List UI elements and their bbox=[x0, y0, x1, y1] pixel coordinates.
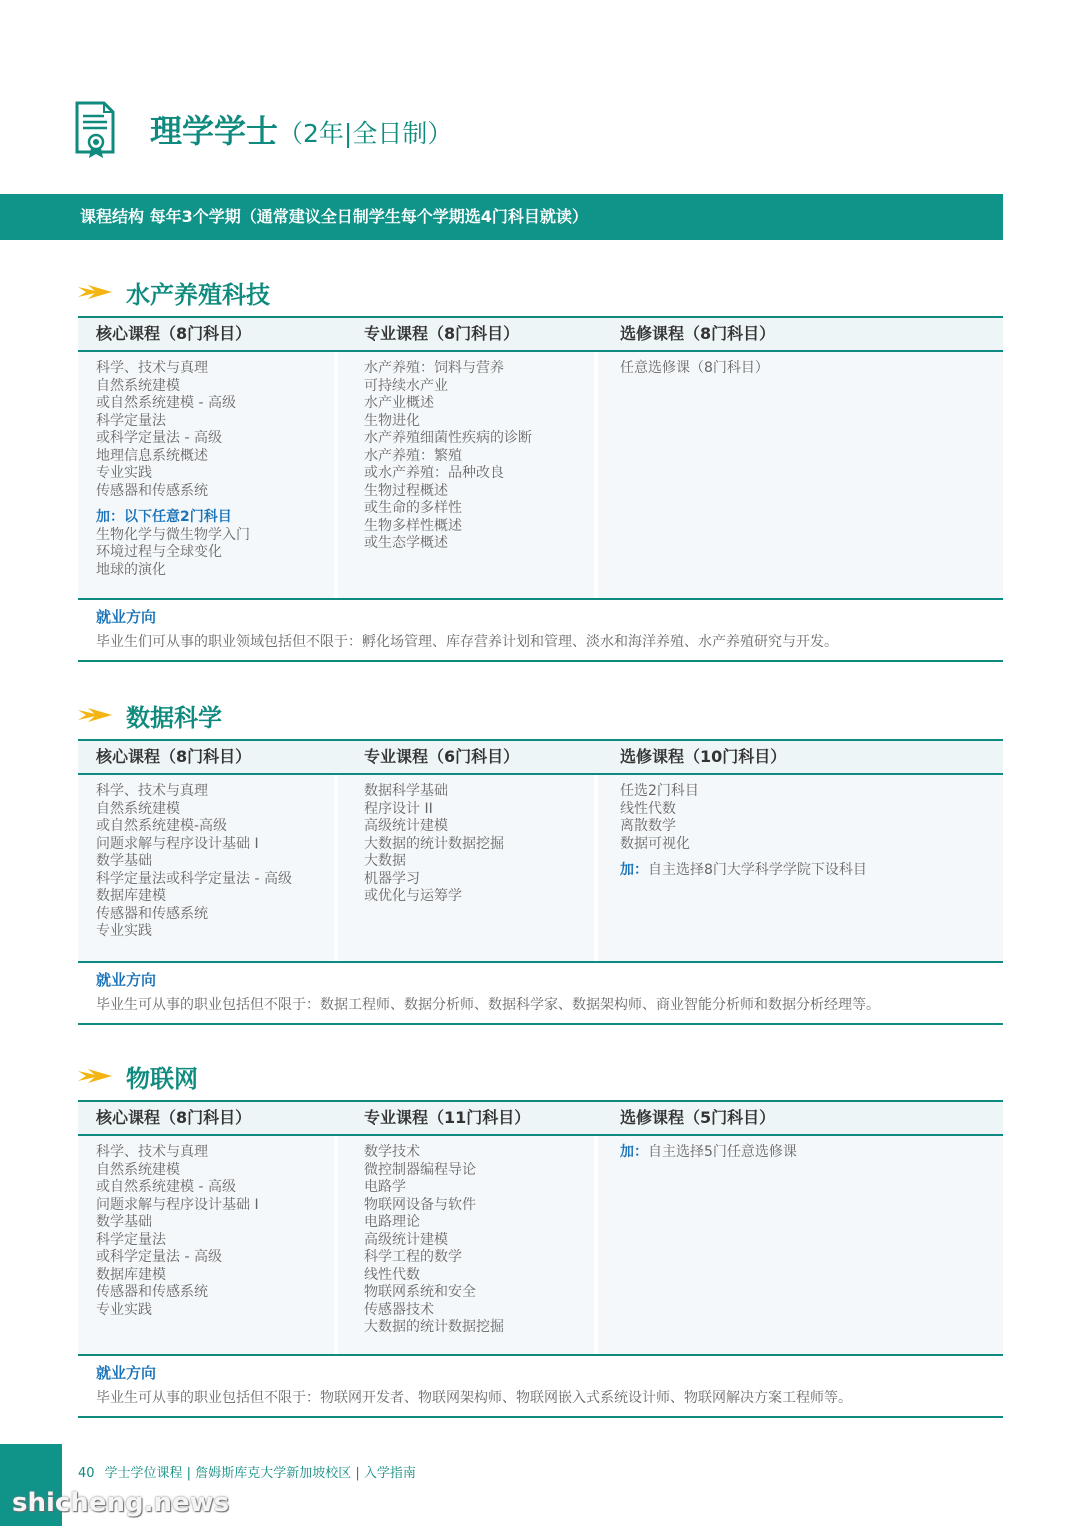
career-title: 就业方向 bbox=[96, 1364, 157, 1382]
list-item: 水产养殖细菌性疾病的诊断 bbox=[364, 430, 532, 446]
major-list bbox=[364, 360, 532, 553]
footer-text: 学士学位课程 | 詹姆斯库克大学新加坡校区 | 入学指南 bbox=[104, 1466, 416, 1481]
list-item: 数据科学基础 bbox=[364, 783, 448, 799]
list-item: 电路理论 bbox=[364, 1214, 420, 1230]
plus-label: 加： bbox=[620, 862, 648, 878]
list-item: 物联网设备与软件 bbox=[364, 1196, 476, 1213]
list-item: 环境过程与全球变化 bbox=[96, 544, 222, 560]
list-item: 自然系统建模 bbox=[96, 800, 180, 817]
major-header: 专业课程（11门科目） bbox=[364, 1108, 531, 1127]
list-item: 或生态学概述 bbox=[364, 535, 448, 551]
list-item: 生物化学与微生物学入门 bbox=[96, 526, 250, 543]
list-item: 线性代数 bbox=[620, 800, 676, 817]
major-list bbox=[364, 1144, 504, 1337]
list-item: 数学基础 bbox=[96, 853, 152, 869]
list-item: 科学定量法 bbox=[96, 412, 166, 429]
section-heading-iot bbox=[78, 1058, 198, 1094]
list-item: 或自然系统建模 - 高级 bbox=[96, 1179, 236, 1195]
page-number: 40 bbox=[78, 1466, 95, 1481]
table-header bbox=[78, 739, 1003, 775]
list-item: 水产养殖：饲料与营养 bbox=[364, 360, 504, 376]
list-item: 自然系统建模 bbox=[96, 1161, 180, 1178]
list-item: 机器学习 bbox=[364, 870, 420, 887]
career-title: 就业方向 bbox=[96, 971, 157, 989]
career-text: 毕业生可从事的职业包括但不限于：物联网开发者、物联网架构师、物联网嵌入式系统设计师、物联网解决方案工程师等。 bbox=[96, 1390, 852, 1406]
list-item: 电路学 bbox=[364, 1179, 406, 1195]
list-item: 科学工程的数学 bbox=[364, 1249, 462, 1265]
list-item: 物联网系统和安全 bbox=[364, 1284, 476, 1300]
elective-header: 选修课程（10门科目） bbox=[620, 747, 787, 766]
list-item: 专业实践 bbox=[96, 1301, 152, 1318]
list-item: 数学基础 bbox=[96, 1214, 152, 1230]
list-item: 或水产养殖：品种改良 bbox=[364, 465, 504, 481]
arrow-icon bbox=[78, 284, 112, 300]
table-header bbox=[78, 316, 1003, 352]
list-item: 高级统计建模 bbox=[364, 1231, 448, 1248]
section-heading-data-science bbox=[78, 697, 222, 733]
certificate-icon bbox=[74, 100, 116, 160]
course-table-iot bbox=[78, 1100, 1003, 1418]
list-item: 传感器技术 bbox=[364, 1301, 434, 1318]
list-item: 数学技术 bbox=[364, 1144, 420, 1160]
list-item: 或科学定量法 - 高级 bbox=[96, 430, 222, 446]
list-item: 水产业概述 bbox=[364, 395, 434, 411]
list-item: 地球的演化 bbox=[96, 561, 166, 578]
career-text: 毕业生们可从事的职业领域包括但不限于：孵化场管理、库存营养计划和管理、淡水和海洋养殖、水产养殖研究与开发。 bbox=[96, 634, 838, 650]
list-item: 科学、技术与真理 bbox=[96, 1144, 208, 1160]
list-item: 任意选修课（8门科目） bbox=[620, 360, 769, 376]
list-item: 数据库建模 bbox=[96, 1266, 166, 1283]
list-item: 科学、技术与真理 bbox=[96, 783, 208, 799]
career-text: 毕业生可从事的职业包括但不限于：数据工程师、数据分析师、数据科学家、数据架构师、商业智能分析师和数据分析经理等。 bbox=[96, 997, 880, 1013]
arrow-icon bbox=[78, 707, 112, 723]
core-header: 核心课程（8门科目） bbox=[96, 324, 252, 343]
list-item: 数据可视化 bbox=[620, 835, 690, 852]
list-item: 水产养殖：繁殖 bbox=[364, 447, 462, 464]
list-item: 大数据的统计数据挖掘 bbox=[364, 1319, 504, 1335]
core-header: 核心课程（8门科目） bbox=[96, 1108, 252, 1127]
title-subtitle: （2年|全日制） bbox=[278, 119, 453, 148]
plus-line bbox=[620, 1144, 797, 1162]
elective-header: 选修课程（5门科目） bbox=[620, 1108, 776, 1127]
elective-list bbox=[620, 1144, 797, 1162]
list-item: 或科学定量法 - 高级 bbox=[96, 1249, 222, 1265]
career-box bbox=[78, 598, 1003, 662]
core-list bbox=[96, 783, 292, 941]
course-table-data-science bbox=[78, 739, 1003, 1026]
core-list bbox=[96, 1144, 259, 1319]
page-title bbox=[150, 106, 452, 152]
plus-text: 自主选择5门任意选修课 bbox=[648, 1144, 797, 1160]
major-header: 专业课程（8门科目） bbox=[364, 324, 520, 343]
watermark: shicheng.news bbox=[12, 1488, 230, 1518]
list-item: 生物过程概述 bbox=[364, 482, 448, 499]
list-item: 线性代数 bbox=[364, 1266, 420, 1283]
elective-list bbox=[620, 783, 867, 880]
list-item: 大数据的统计数据挖掘 bbox=[364, 835, 504, 852]
list-item: 大数据 bbox=[364, 853, 406, 869]
list-item: 传感器和传感系统 bbox=[96, 905, 208, 922]
plus-label: 加： bbox=[620, 1144, 648, 1160]
list-item: 地理信息系统概述 bbox=[96, 447, 208, 464]
plus-text: 自主选择8门大学科学学院下设科目 bbox=[648, 862, 867, 878]
major-header: 专业课程（6门科目） bbox=[364, 747, 520, 766]
major-list bbox=[364, 783, 504, 906]
list-item: 数据库建模 bbox=[96, 888, 166, 904]
list-item: 专业实践 bbox=[96, 465, 152, 481]
title-main: 理学学士 bbox=[150, 112, 279, 150]
list-item: 专业实践 bbox=[96, 923, 152, 939]
career-box bbox=[78, 1354, 1003, 1418]
elective-list bbox=[620, 360, 769, 378]
list-item: 高级统计建模 bbox=[364, 818, 448, 834]
career-title: 就业方向 bbox=[96, 608, 157, 626]
list-item: 可持续水产业 bbox=[364, 377, 448, 394]
list-item: 程序设计 II bbox=[364, 800, 433, 817]
list-item: 或自然系统建模 - 高级 bbox=[96, 395, 236, 411]
list-item: 微控制器编程导论 bbox=[364, 1161, 476, 1178]
list-item: 科学定量法 bbox=[96, 1231, 166, 1248]
elective-header: 选修课程（8门科目） bbox=[620, 324, 776, 343]
core-header: 核心课程（8门科目） bbox=[96, 747, 252, 766]
section-title: 水产养殖科技 bbox=[126, 280, 270, 309]
list-item: 生物进化 bbox=[364, 412, 420, 429]
list-item: 问题求解与程序设计基础 I bbox=[96, 1196, 259, 1213]
list-item: 离散数学 bbox=[620, 818, 676, 834]
core-list bbox=[96, 360, 250, 579]
list-item: 传感器和传感系统 bbox=[96, 1284, 208, 1300]
structure-banner: 课程结构 每年3个学期（通常建议全日制学生每个学期选4门科目就读） bbox=[0, 194, 1003, 240]
list-item: 生物多样性概述 bbox=[364, 517, 462, 534]
list-item: 或生命的多样性 bbox=[364, 500, 462, 516]
course-table-aquaculture bbox=[78, 316, 1003, 662]
table-header bbox=[78, 1100, 1003, 1136]
footer bbox=[78, 1462, 416, 1481]
arrow-icon bbox=[78, 1068, 112, 1084]
list-item: 传感器和传感系统 bbox=[96, 482, 208, 499]
list-item: 科学定量法或科学定量法 - 高级 bbox=[96, 870, 292, 887]
list-item: 或自然系统建模-高级 bbox=[96, 818, 228, 834]
section-heading-aquaculture bbox=[78, 274, 270, 310]
plus-line bbox=[620, 862, 867, 880]
list-item: 自然系统建模 bbox=[96, 377, 180, 394]
career-box bbox=[78, 961, 1003, 1025]
section-title: 物联网 bbox=[126, 1064, 198, 1093]
list-item: 问题求解与程序设计基础 I bbox=[96, 835, 259, 852]
list-item: 科学、技术与真理 bbox=[96, 360, 208, 376]
section-title: 数据科学 bbox=[126, 703, 222, 732]
list-item: 或优化与运筹学 bbox=[364, 888, 462, 904]
plus-label: 加：以下任意2门科目 bbox=[96, 509, 232, 525]
list-item: 任选2门科目 bbox=[620, 783, 699, 799]
